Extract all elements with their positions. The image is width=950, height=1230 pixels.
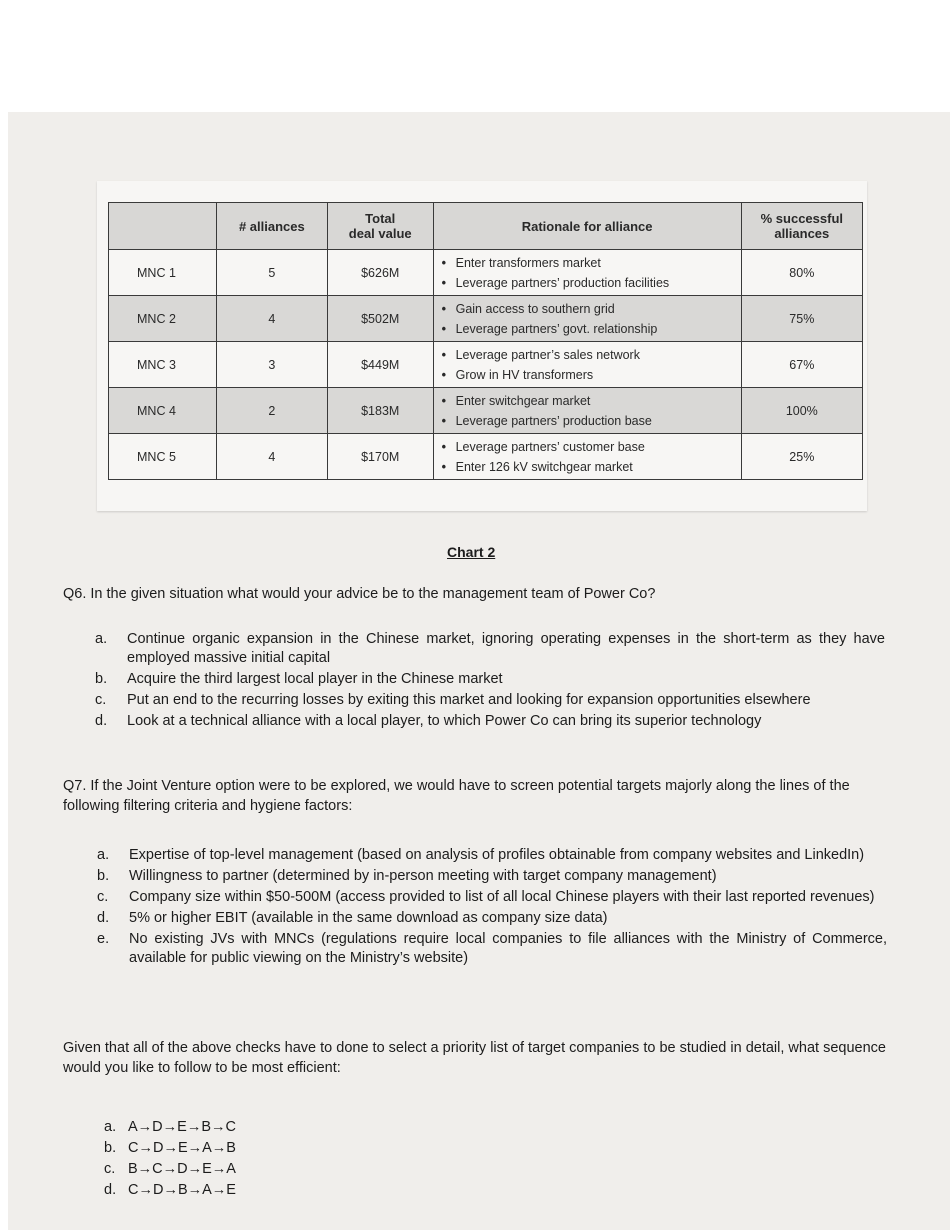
option-letter: a.: [95, 631, 108, 647]
bullet-icon: •: [441, 393, 446, 408]
chart-caption: Chart 2: [447, 544, 496, 560]
q7-question: Q7. If the Joint Venture option were to be explored, we would have to screen potential targets majorly along the lines of the following filtering criteria and hygiene factors:: [63, 778, 850, 814]
table-row: [109, 434, 863, 480]
option-letter: d.: [97, 910, 110, 926]
header-deal-value-line1: Total: [365, 211, 396, 226]
option-item: [104, 1118, 404, 1137]
option-item: [104, 1181, 404, 1200]
alliance-count: 4: [216, 434, 327, 480]
bullet-icon: •: [441, 413, 446, 428]
rationale-cell: [433, 250, 741, 296]
option-letter: d.: [104, 1182, 117, 1198]
rationale-point: Leverage partner’s sales network: [455, 347, 640, 362]
rationale-point: Grow in HV transformers: [455, 367, 594, 382]
success-rate: 75%: [741, 296, 862, 342]
option-letter: c.: [104, 1161, 116, 1177]
option-text: Acquire the third largest local player in the Chinese market: [127, 671, 503, 687]
bullet-icon: •: [441, 347, 446, 362]
option-item: [104, 1160, 404, 1179]
option-letter: b.: [104, 1140, 117, 1156]
option-item: [95, 712, 885, 731]
success-rate: 25%: [741, 434, 862, 480]
rationale-cell: [433, 296, 741, 342]
option-item: [97, 867, 887, 886]
option-text: Continue organic expansion in the Chinese market, ignoring operating expenses in the short-term as they have employed massive initial capital: [127, 631, 885, 666]
option-item: [95, 670, 885, 689]
option-letter: b.: [95, 671, 108, 687]
rationale-point: Enter transformers market: [455, 255, 601, 270]
option-item: [104, 1139, 404, 1158]
option-text: Put an end to the recurring losses by exiting this market and looking for expansion opportunities elsewhere: [127, 692, 811, 708]
table-header-row: [109, 203, 863, 250]
deal-value: $502M: [327, 296, 433, 342]
q7-followup: Given that all of the above checks have to done to select a priority list of target companies to be studied in detail, what sequence would you like to follow to be most efficient:: [63, 1040, 886, 1076]
header-deal-value-line2: deal value: [348, 226, 412, 241]
option-item: [97, 930, 887, 968]
option-text: Company size within $50-500M (access provided to list of all local Chinese players with their last reported revenues): [129, 889, 875, 905]
q6-question: Q6. In the given situation what would your advice be to the management team of Power Co?: [63, 586, 656, 602]
header-alliances: # alliances: [216, 203, 327, 250]
header-deal-value: [327, 203, 433, 250]
option-text: C→D→B→A→E: [128, 1182, 236, 1198]
option-letter: a.: [104, 1119, 117, 1135]
header-success-line1: % successful: [760, 211, 843, 226]
alliances-table: [108, 202, 863, 480]
option-letter: c.: [95, 692, 107, 708]
option-text: 5% or higher EBIT (available in the same download as company size data): [129, 910, 608, 926]
table-row: [109, 250, 863, 296]
option-item: [97, 888, 887, 907]
bullet-icon: •: [441, 275, 446, 290]
table-row: [109, 342, 863, 388]
rationale-cell: [433, 342, 741, 388]
bullet-icon: •: [441, 439, 446, 454]
deal-value: $626M: [327, 250, 433, 296]
rationale-point: Leverage partners’ production base: [455, 413, 652, 428]
deal-value: $183M: [327, 388, 433, 434]
header-success: [741, 203, 862, 250]
option-letter: e.: [97, 931, 110, 947]
option-letter: b.: [97, 868, 110, 884]
alliance-count: 3: [216, 342, 327, 388]
table-row: [109, 296, 863, 342]
success-rate: 100%: [741, 388, 862, 434]
alliance-count: 4: [216, 296, 327, 342]
bullet-icon: •: [441, 321, 446, 336]
option-text: C→D→E→A→B: [128, 1140, 236, 1156]
rationale-point: Leverage partners’ customer base: [455, 439, 645, 454]
mnc-name: MNC 1: [109, 250, 217, 296]
bullet-icon: •: [441, 301, 446, 316]
option-letter: d.: [95, 713, 108, 729]
header-blank: [109, 203, 217, 250]
mnc-name: MNC 4: [109, 388, 217, 434]
rationale-cell: [433, 388, 741, 434]
option-item: [95, 630, 885, 668]
option-letter: c.: [97, 889, 109, 905]
mnc-name: MNC 5: [109, 434, 217, 480]
rationale-point: Gain access to southern grid: [455, 301, 615, 316]
header-success-line2: alliances: [774, 226, 830, 241]
rationale-point: Leverage partners’ govt. relationship: [455, 321, 658, 336]
table-row: [109, 388, 863, 434]
q7-sequences: [104, 1118, 404, 1202]
rationale-point: Enter switchgear market: [455, 393, 591, 408]
option-item: [95, 691, 885, 710]
rationale-point: Enter 126 kV switchgear market: [455, 459, 633, 474]
option-text: Expertise of top-level management (based on analysis of profiles obtainable from company websites and LinkedIn): [129, 847, 865, 863]
deal-value: $170M: [327, 434, 433, 480]
option-text: B→C→D→E→A: [128, 1161, 236, 1177]
alliance-count: 5: [216, 250, 327, 296]
option-text: No existing JVs with MNCs (regulations require local companies to file alliances with the Ministry of Commerce, available for public viewing on the Ministry’s website): [129, 931, 887, 966]
bullet-icon: •: [441, 367, 446, 382]
option-text: A→D→E→B→C: [128, 1119, 236, 1135]
mnc-name: MNC 3: [109, 342, 217, 388]
mnc-name: MNC 2: [109, 296, 217, 342]
success-rate: 67%: [741, 342, 862, 388]
alliance-count: 2: [216, 388, 327, 434]
option-text: Look at a technical alliance with a local player, to which Power Co can bring its superior technology: [127, 713, 762, 729]
bullet-icon: •: [441, 459, 446, 474]
option-letter: a.: [97, 847, 110, 863]
option-item: [97, 846, 887, 865]
bullet-icon: •: [441, 255, 446, 270]
rationale-cell: [433, 434, 741, 480]
q7-options: [97, 846, 887, 970]
deal-value: $449M: [327, 342, 433, 388]
option-text: Willingness to partner (determined by in-person meeting with target company management): [129, 868, 717, 884]
rationale-point: Leverage partners’ production facilities: [455, 275, 670, 290]
success-rate: 80%: [741, 250, 862, 296]
option-item: [97, 909, 887, 928]
q6-options: [95, 630, 885, 733]
header-rationale: Rationale for alliance: [433, 203, 741, 250]
